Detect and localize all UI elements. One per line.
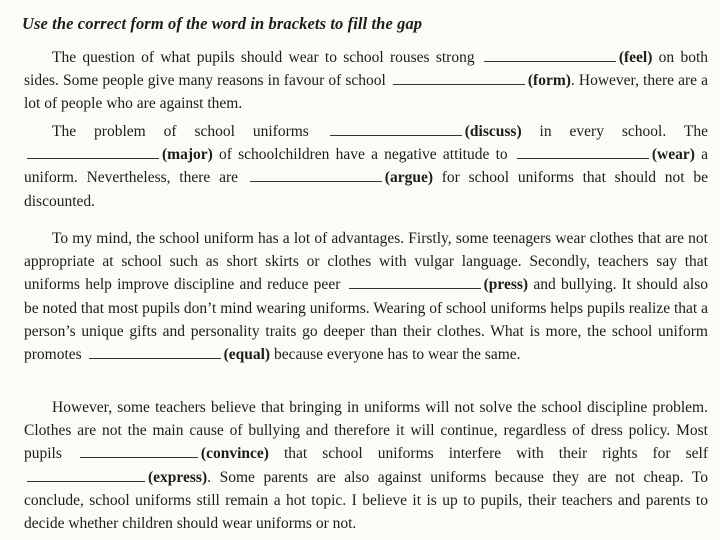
paragraph-text: because everyone has to wear the same. (270, 346, 521, 364)
paragraph-text: The problem of school uniforms (52, 123, 327, 140)
paragraph-text: in every school. The (521, 123, 708, 140)
paragraph-text: for school uniforms that should not be discounted. (24, 169, 708, 210)
paragraph-3 (24, 227, 708, 366)
paragraph-text: To my mind, the school uniform has a lot of advantages. Firstly, some teenagers wear clothes that are not appropriate at school such as short skirts or clothes with vulgar language. Secondly, teachers say that uniforms help improve discipline and reduce peer (24, 230, 708, 294)
answer-blank[interactable] (330, 134, 462, 136)
bracket-word: (major) (162, 146, 213, 164)
answer-blank[interactable] (393, 83, 525, 85)
bracket-word: (press) (483, 276, 529, 294)
paragraph-text: . Some parents are also against uniforms because they are not cheap. To conclude, school uniforms still remain a hot topic. I believe it is up to pupils, their teachers and parents to decide whether children should wear uniforms or not. (24, 468, 708, 533)
answer-blank[interactable] (484, 60, 616, 62)
paragraph-text: that school uniforms interfere with their rights for self (268, 445, 708, 463)
paragraph-text: The question of what pupils should wear to school rouses strong (52, 49, 481, 66)
paragraph-text: However, some teachers believe that bringing in uniforms will not solve the school discipline problem. Clothes are not the main cause of bullying and therefore it will continue, regardless of dress policy. Most pupils (24, 399, 708, 463)
bracket-word: (argue) (384, 169, 433, 187)
bracket-word: (form) (527, 72, 571, 90)
bracket-word: (feel) (618, 49, 653, 66)
answer-blank[interactable] (27, 480, 145, 482)
answer-blank[interactable] (250, 180, 382, 182)
paragraph-text: . However, there are a lot of people who are against them. (24, 72, 708, 113)
answer-blank[interactable] (80, 456, 198, 458)
paragraph-text: a uniform. Nevertheless, there are (24, 146, 708, 187)
bracket-word: (equal) (223, 346, 271, 364)
paragraph-2 (24, 120, 708, 213)
bracket-word: (wear) (651, 146, 695, 164)
answer-blank[interactable] (517, 157, 649, 159)
answer-blank[interactable] (89, 357, 221, 359)
paragraph-text: and bullying. It should also be noted that most pupils don’t mind wearing uniforms. Wearing of school uniforms helps pupils realize that a person’s unique gifts and personality traits go deeper than their clothes. What is more, the school uniform promotes (24, 276, 708, 364)
paragraph-text: of schoolchildren have a negative attitude to (212, 146, 514, 164)
answer-blank[interactable] (27, 157, 159, 159)
paragraph-1 (24, 46, 708, 116)
answer-blank[interactable] (349, 287, 481, 289)
bracket-word: (express) (148, 468, 208, 486)
paragraph-text: on both sides. Some people give many reasons in favour of school (24, 49, 708, 90)
bracket-word: (convince) (200, 445, 269, 463)
paragraph-4 (24, 396, 708, 535)
exercise-title: Use the correct form of the word in brackets to fill the gap (22, 14, 423, 33)
bracket-word: (discuss) (464, 123, 522, 140)
